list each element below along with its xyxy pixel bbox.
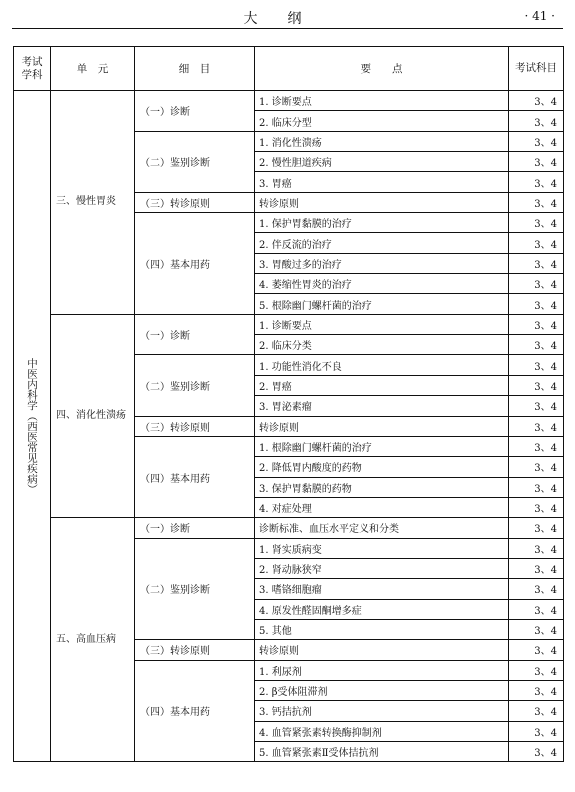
point-cell: 3. 胃泌素瘤 [255, 396, 509, 416]
unit-cell: 四、消化性溃疡 [51, 314, 135, 517]
point-cell: 1. 利尿剂 [255, 660, 509, 680]
detail-cell: （四）基本用药 [135, 213, 255, 315]
level-cell: 3、4 [509, 640, 564, 660]
level-cell: 3、4 [509, 558, 564, 578]
point-cell: 2. β受体阻滞剂 [255, 680, 509, 700]
point-cell: 转诊原则 [255, 192, 509, 212]
level-cell: 3、4 [509, 335, 564, 355]
point-cell: 2. 伴反流的治疗 [255, 233, 509, 253]
level-cell: 3、4 [509, 701, 564, 721]
detail-cell: （四）基本用药 [135, 660, 255, 762]
level-cell: 3、4 [509, 172, 564, 192]
detail-cell: （二）鉴别诊断 [135, 355, 255, 416]
level-cell: 3、4 [509, 518, 564, 538]
table-row [14, 314, 564, 334]
point-cell: 1. 根除幽门螺杆菌的治疗 [255, 436, 509, 456]
header-rule [12, 28, 563, 29]
detail-cell: （二）鉴别诊断 [135, 538, 255, 640]
point-cell: 转诊原则 [255, 416, 509, 436]
level-cell: 3、4 [509, 619, 564, 639]
table-header-row [14, 47, 564, 91]
subject-cell: 中医内科学（西医常见疾病） [14, 91, 51, 762]
col-header-level: 考试科目 [509, 47, 564, 91]
syllabus-table [13, 46, 564, 762]
level-cell: 3、4 [509, 680, 564, 700]
level-cell: 3、4 [509, 355, 564, 375]
page-title: 大纲 [243, 11, 332, 27]
detail-cell: （一）诊断 [135, 91, 255, 132]
point-cell: 2. 胃癌 [255, 375, 509, 395]
detail-cell: （一）诊断 [135, 518, 255, 538]
col-header-detail: 细 目 [135, 47, 255, 91]
level-cell: 3、4 [509, 152, 564, 172]
level-cell: 3、4 [509, 111, 564, 131]
table-row [14, 518, 564, 538]
level-cell: 3、4 [509, 579, 564, 599]
point-cell: 3. 胃癌 [255, 172, 509, 192]
unit-cell: 五、高血压病 [51, 518, 135, 762]
point-cell: 1. 消化性溃疡 [255, 131, 509, 151]
detail-cell: （三）转诊原则 [135, 192, 255, 212]
point-cell: 3. 保护胃黏膜的药物 [255, 477, 509, 497]
point-cell: 3. 钙拮抗剂 [255, 701, 509, 721]
level-cell: 3、4 [509, 436, 564, 456]
level-cell: 3、4 [509, 416, 564, 436]
col-header-unit: 单 元 [51, 47, 135, 91]
detail-cell: （四）基本用药 [135, 436, 255, 517]
detail-cell: （三）转诊原则 [135, 640, 255, 660]
level-cell: 3、4 [509, 599, 564, 619]
level-cell: 3、4 [509, 131, 564, 151]
col-header-subject: 考试学科 [14, 47, 51, 91]
point-cell: 2. 肾动脉狭窄 [255, 558, 509, 578]
point-cell: 1. 功能性消化不良 [255, 355, 509, 375]
table-body [14, 91, 564, 762]
point-cell: 诊断标准、血压水平定义和分类 [255, 518, 509, 538]
point-cell: 3. 胃酸过多的治疗 [255, 253, 509, 273]
level-cell: 3、4 [509, 314, 564, 334]
point-cell: 3. 嗜铬细胞瘤 [255, 579, 509, 599]
table-row [14, 91, 564, 111]
point-cell: 1. 肾实质病变 [255, 538, 509, 558]
level-cell: 3、4 [509, 274, 564, 294]
level-cell: 3、4 [509, 294, 564, 314]
detail-cell: （一）诊断 [135, 314, 255, 355]
point-cell: 1. 诊断要点 [255, 91, 509, 111]
level-cell: 3、4 [509, 538, 564, 558]
detail-cell: （三）转诊原则 [135, 416, 255, 436]
level-cell: 3、4 [509, 742, 564, 762]
point-cell: 转诊原则 [255, 640, 509, 660]
point-cell: 2. 临床分型 [255, 111, 509, 131]
point-cell: 5. 血管紧张素Ⅱ受体拮抗剂 [255, 742, 509, 762]
level-cell: 3、4 [509, 457, 564, 477]
point-cell: 2. 慢性胆道疾病 [255, 152, 509, 172]
point-cell: 4. 对症处理 [255, 497, 509, 517]
col-header-points: 要 点 [255, 47, 509, 91]
point-cell: 1. 诊断要点 [255, 314, 509, 334]
level-cell: 3、4 [509, 396, 564, 416]
level-cell: 3、4 [509, 192, 564, 212]
point-cell: 5. 其他 [255, 619, 509, 639]
level-cell: 3、4 [509, 660, 564, 680]
point-cell: 2. 临床分类 [255, 335, 509, 355]
point-cell: 4. 血管紧张素转换酶抑制剂 [255, 721, 509, 741]
level-cell: 3、4 [509, 253, 564, 273]
level-cell: 3、4 [509, 233, 564, 253]
point-cell: 5. 根除幽门螺杆菌的治疗 [255, 294, 509, 314]
level-cell: 3、4 [509, 497, 564, 517]
point-cell: 4. 萎缩性胃炎的治疗 [255, 274, 509, 294]
point-cell: 2. 降低胃内酸度的药物 [255, 457, 509, 477]
level-cell: 3、4 [509, 91, 564, 111]
point-cell: 1. 保护胃黏膜的治疗 [255, 213, 509, 233]
detail-cell: （二）鉴别诊断 [135, 131, 255, 192]
level-cell: 3、4 [509, 721, 564, 741]
point-cell: 4. 原发性醛固酮增多症 [255, 599, 509, 619]
page-number: · 41 · [524, 9, 555, 23]
level-cell: 3、4 [509, 213, 564, 233]
level-cell: 3、4 [509, 375, 564, 395]
level-cell: 3、4 [509, 477, 564, 497]
unit-cell: 三、慢性胃炎 [51, 91, 135, 315]
